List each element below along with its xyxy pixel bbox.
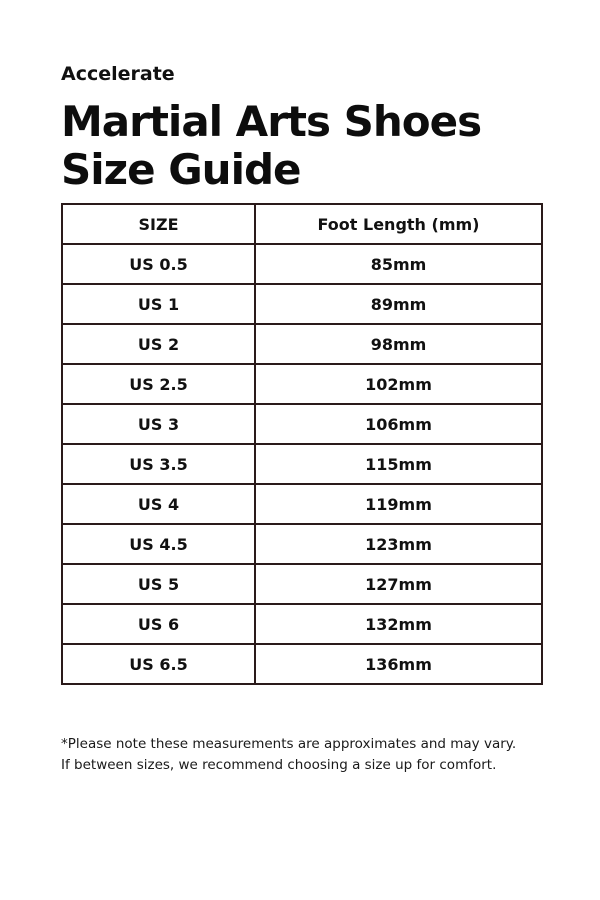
table-row	[62, 284, 542, 324]
size-cell: US 1	[62, 284, 255, 324]
table-row	[62, 444, 542, 484]
length-cell: 127mm	[255, 564, 542, 604]
length-cell: 115mm	[255, 444, 542, 484]
length-cell: 89mm	[255, 284, 542, 324]
size-cell: US 6.5	[62, 644, 255, 684]
page-title-line-1: Martial Arts Shoes	[61, 97, 482, 146]
length-cell: 136mm	[255, 644, 542, 684]
table-row	[62, 604, 542, 644]
size-cell: US 3.5	[62, 444, 255, 484]
disclaimer-note	[61, 734, 581, 776]
length-cell: 106mm	[255, 404, 542, 444]
table-header-row	[62, 204, 542, 244]
header-foot-length: Foot Length (mm)	[255, 204, 542, 244]
size-cell: US 2.5	[62, 364, 255, 404]
length-cell: 85mm	[255, 244, 542, 284]
length-cell: 102mm	[255, 364, 542, 404]
size-cell: US 2	[62, 324, 255, 364]
header-size: SIZE	[62, 204, 255, 244]
size-guide-table	[61, 203, 543, 685]
size-cell: US 3	[62, 404, 255, 444]
size-cell: US 0.5	[62, 244, 255, 284]
size-cell: US 5	[62, 564, 255, 604]
page-title	[61, 98, 481, 194]
size-cell: US 4.5	[62, 524, 255, 564]
brand-name: Accelerate	[61, 63, 175, 85]
table-row	[62, 244, 542, 284]
table-row	[62, 364, 542, 404]
length-cell: 98mm	[255, 324, 542, 364]
table-row	[62, 524, 542, 564]
length-cell: 123mm	[255, 524, 542, 564]
size-cell: US 6	[62, 604, 255, 644]
disclaimer-line-2: If between sizes, we recommend choosing a size up for comfort.	[61, 757, 497, 773]
table-row	[62, 404, 542, 444]
length-cell: 119mm	[255, 484, 542, 524]
page-title-line-2: Size Guide	[61, 145, 301, 194]
table-row	[62, 324, 542, 364]
size-cell: US 4	[62, 484, 255, 524]
length-cell: 132mm	[255, 604, 542, 644]
disclaimer-line-1: *Please note these measurements are approximates and may vary.	[61, 736, 517, 752]
table-row	[62, 484, 542, 524]
table-row	[62, 564, 542, 604]
table-row	[62, 644, 542, 684]
